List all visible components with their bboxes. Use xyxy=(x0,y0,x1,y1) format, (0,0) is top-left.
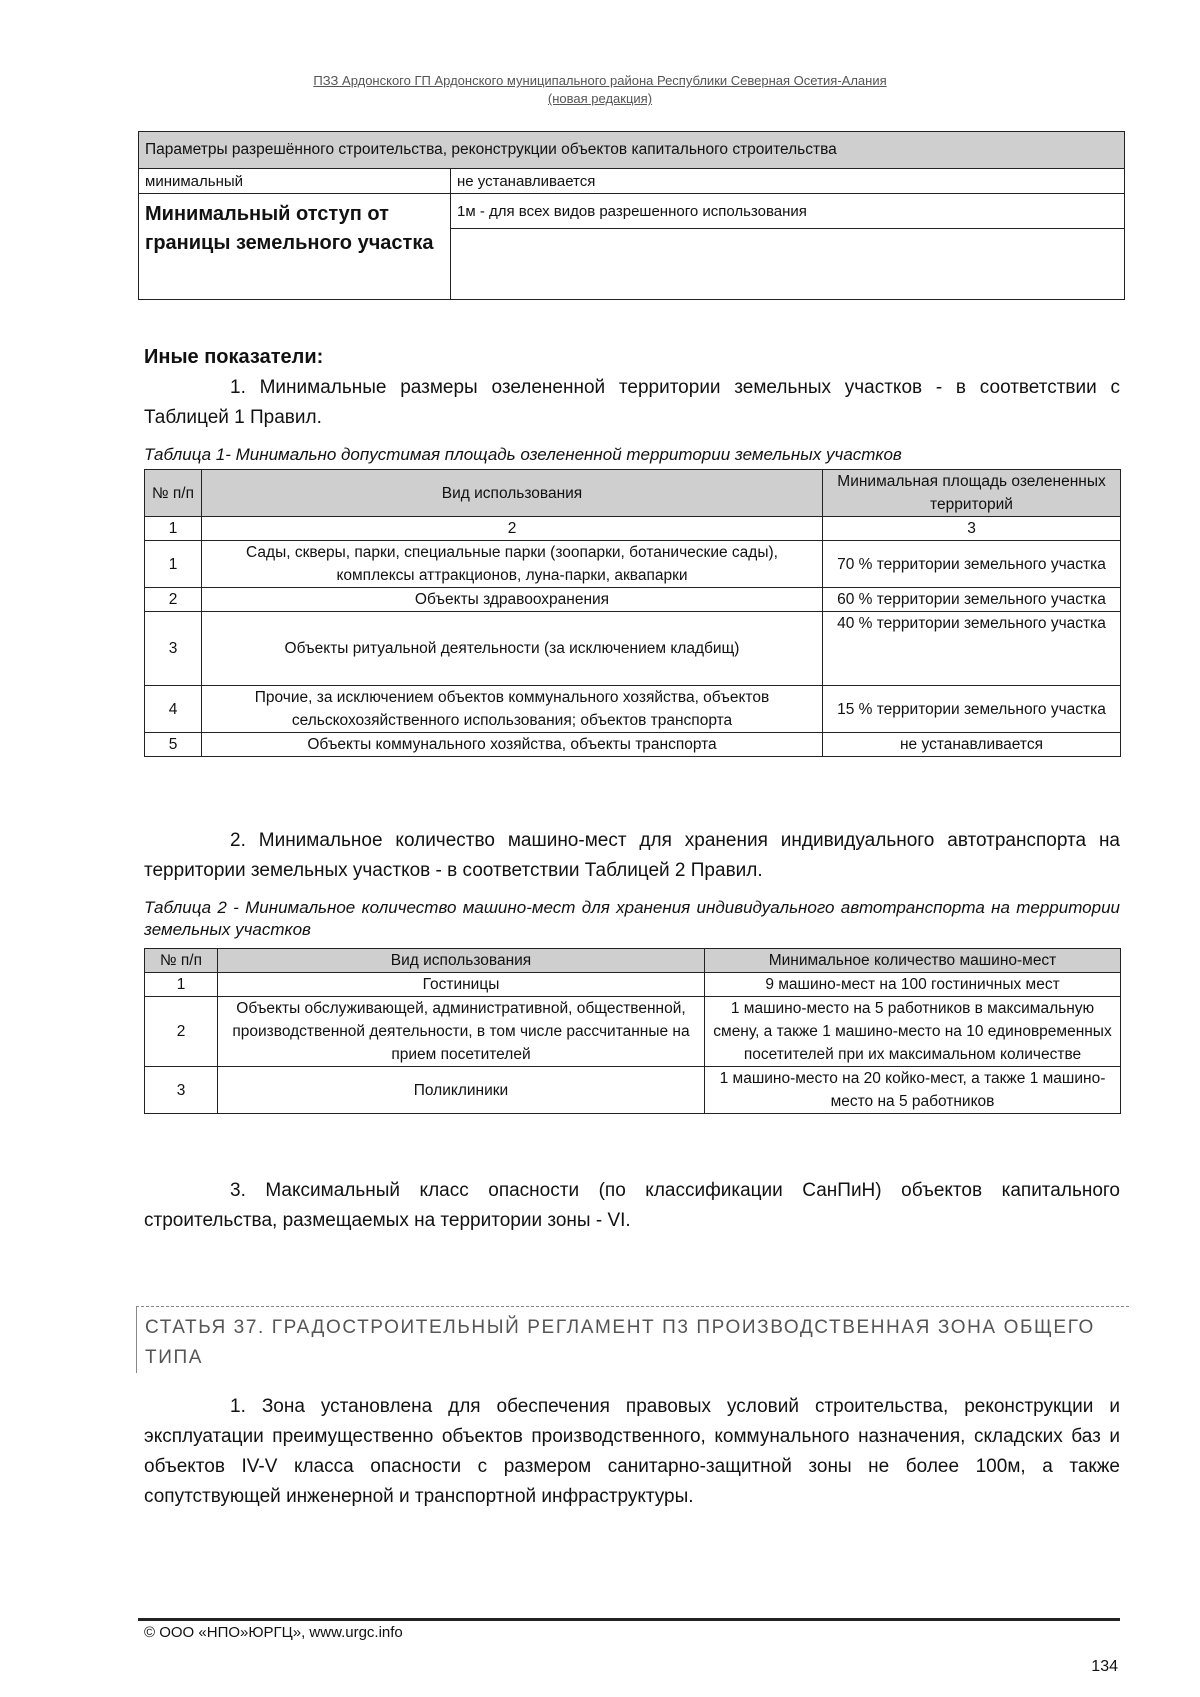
article-heading: СТАТЬЯ 37. ГРАДОСТРОИТЕЛЬНЫЙ РЕГЛАМЕНТ П3 ПРОИЗВОДСТВЕННАЯ ЗОНА ОБЩЕГО ТИПА xyxy=(136,1306,1129,1373)
table-1 xyxy=(144,469,1121,757)
table-2-header-use: Вид использования xyxy=(218,949,705,973)
header-line-2: (новая редакция) xyxy=(547,91,653,106)
table-row xyxy=(145,733,1121,757)
row-value: не устанавливается xyxy=(823,733,1121,757)
header-line-1: ПЗЗ Ардонского ГП Ардонского муниципального района Республики Северная Осетия-Алания xyxy=(313,73,887,88)
row-number: 2 xyxy=(145,997,218,1067)
row-use: Сады, скверы, парки, специальные парки (зоопарки, ботанические сады), комплексы аттракционов, луна-парки, аквапарки xyxy=(202,541,823,588)
row-use: Объекты обслуживающей, административной, общественной, производственной деятельности, в том числе рассчитанные на прием посетителей xyxy=(218,997,705,1067)
table-2 xyxy=(144,948,1121,1114)
parameters-row2-value: 1м - для всех видов разрешенного использования xyxy=(451,194,1125,229)
row-value: 70 % территории земельного участка xyxy=(823,541,1121,588)
table-2-header-value: Минимальное количество машино-мест xyxy=(705,949,1121,973)
other-indicators-heading: Иные показатели: xyxy=(144,346,324,368)
page-number: 134 xyxy=(1091,1658,1118,1675)
parameters-row1-value: не устанавливается xyxy=(451,169,1125,194)
table-1-colnum: 3 xyxy=(823,517,1121,541)
table-1-colnum: 1 xyxy=(145,517,202,541)
row-number: 2 xyxy=(145,588,202,612)
table-row xyxy=(145,541,1121,588)
row-value: 1 машино-место на 20 койко-мест, а также 1 машино-место на 5 работников xyxy=(705,1067,1121,1114)
row-use: Гостиницы xyxy=(218,973,705,997)
row-use: Объекты коммунального хозяйства, объекты транспорта xyxy=(202,733,823,757)
row-value: 1 машино-место на 5 работников в максимальную смену, а также 1 машино-место на 10 единовременных посетителей при их максимальном количестве xyxy=(705,997,1121,1067)
table-row xyxy=(145,997,1121,1067)
row-number: 5 xyxy=(145,733,202,757)
table-1-caption: Таблица 1- Минимально допустимая площадь озелененной территории земельных участков xyxy=(144,445,902,464)
table-1-colnum: 2 xyxy=(202,517,823,541)
row-value: 15 % территории земельного участка xyxy=(823,686,1121,733)
parameters-table xyxy=(138,131,1125,300)
row-value: 60 % территории земельного участка xyxy=(823,588,1121,612)
row-use: Объекты здравоохранения xyxy=(202,588,823,612)
row-value: 40 % территории земельного участка xyxy=(823,612,1121,686)
row-use: Поликлиники xyxy=(218,1067,705,1114)
table-2-caption: Таблица 2 - Минимальное количество машино-мест для хранения индивидуального автотранспорта на территории земельных участков xyxy=(144,898,1120,939)
item-2-paragraph: 2. Минимальное количество машино-мест для хранения индивидуального автотранспорта на территории земельных участков - в соответствии Таблицей 2 Правил. xyxy=(144,830,1120,881)
parameters-table-title: Параметры разрешённого строительства, реконструкции объектов капитального строительства xyxy=(139,132,1125,169)
document-header xyxy=(0,72,1200,108)
parameters-row2-empty xyxy=(451,229,1125,300)
table-row xyxy=(145,588,1121,612)
parameters-row2-label: Минимальный отступ от границы земельного участка xyxy=(139,194,451,300)
item-1-paragraph: 1. Минимальные размеры озелененной территории земельных участков - в соответствии с Таблицей 1 Правил. xyxy=(144,377,1120,428)
table-2-header-num: № п/п xyxy=(145,949,218,973)
table-row xyxy=(145,1067,1121,1114)
table-1-header-num: № п/п xyxy=(145,470,202,517)
table-1-header-use: Вид использования xyxy=(202,470,823,517)
parameters-row1-label: минимальный xyxy=(139,169,451,194)
table-1-header-value: Минимальная площадь озелененных территорий xyxy=(823,470,1121,517)
row-value: 9 машино-мест на 100 гостиничных мест xyxy=(705,973,1121,997)
row-use: Прочие, за исключением объектов коммунального хозяйства, объектов сельскохозяйственного использования; объектов транспорта xyxy=(202,686,823,733)
footer-divider xyxy=(138,1618,1120,1621)
table-row xyxy=(145,612,1121,686)
row-number: 3 xyxy=(145,1067,218,1114)
article-paragraph-1: 1. Зона установлена для обеспечения правовых условий строительства, реконструкции и эксплуатации преимущественно объектов производственного, коммунального назначения, складских баз и объектов IV-V класса опасности с размером санитарно-защитной зоны не более 100м, а также сопутствующей инженерной и транспортной инфраструктуры. xyxy=(144,1396,1120,1507)
row-number: 3 xyxy=(145,612,202,686)
table-row xyxy=(145,686,1121,733)
row-number: 4 xyxy=(145,686,202,733)
footer-copyright: © ООО «НПО»ЮРГЦ», www.urgc.info xyxy=(144,1624,403,1641)
row-number: 1 xyxy=(145,973,218,997)
row-use: Объекты ритуальной деятельности (за исключением кладбищ) xyxy=(202,612,823,686)
table-row xyxy=(145,973,1121,997)
row-number: 1 xyxy=(145,541,202,588)
item-3-paragraph: 3. Максимальный класс опасности (по классификации СанПиН) объектов капитального строительства, размещаемых на территории зоны - VI. xyxy=(144,1180,1120,1231)
